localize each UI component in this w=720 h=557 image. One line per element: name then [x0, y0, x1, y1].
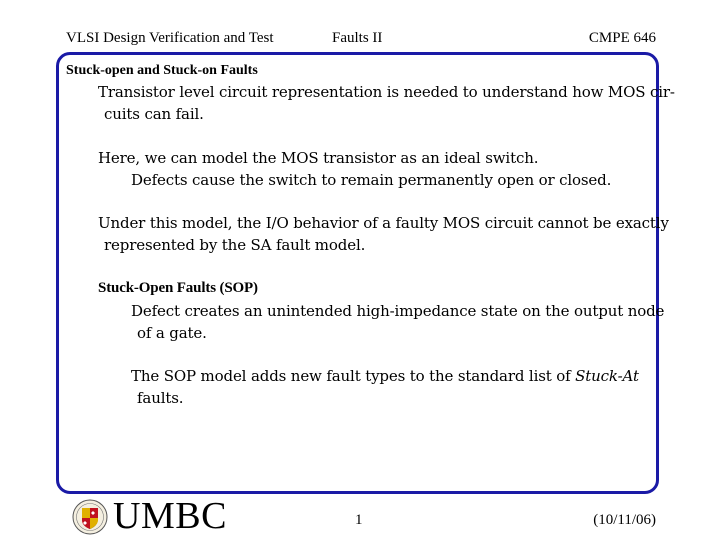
sop2-line1 — [131, 367, 639, 385]
umbc-brand: UMBC — [113, 495, 227, 537]
sop-heading: Stuck-Open Faults (SOP) — [98, 280, 258, 296]
para2-line2: Defects cause the switch to remain permanently open or closed. — [131, 171, 612, 189]
sop2-line1-text: The SOP model adds new fault types to the standard list of — [131, 367, 576, 385]
header-topic: Faults II — [332, 30, 383, 46]
sop2-line2: faults. — [137, 389, 184, 407]
sop-line1: Defect creates an unintended high-impedance state on the output node — [131, 302, 665, 320]
university-seal-icon — [72, 499, 108, 535]
sop2-line1-italic: Stuck-At — [575, 367, 639, 385]
slide-date: (10/11/06) — [593, 512, 656, 528]
sop-line2: of a gate. — [137, 324, 207, 342]
para1-line2: cuits can fail. — [104, 105, 204, 123]
header-course-code: CMPE 646 — [588, 30, 656, 46]
page-number: 1 — [355, 512, 363, 528]
header-course-title: VLSI Design Verification and Test — [66, 30, 274, 46]
para3-line2: represented by the SA fault model. — [104, 236, 366, 254]
para3-line1: Under this model, the I/O behavior of a faulty MOS circuit cannot be exactly — [98, 214, 669, 232]
slide-title: Stuck-open and Stuck-on Faults — [66, 63, 258, 78]
para2-line1: Here, we can model the MOS transistor as an ideal switch. — [98, 149, 539, 167]
para1-line1: Transistor level circuit representation is needed to understand how MOS cir- — [98, 83, 675, 101]
